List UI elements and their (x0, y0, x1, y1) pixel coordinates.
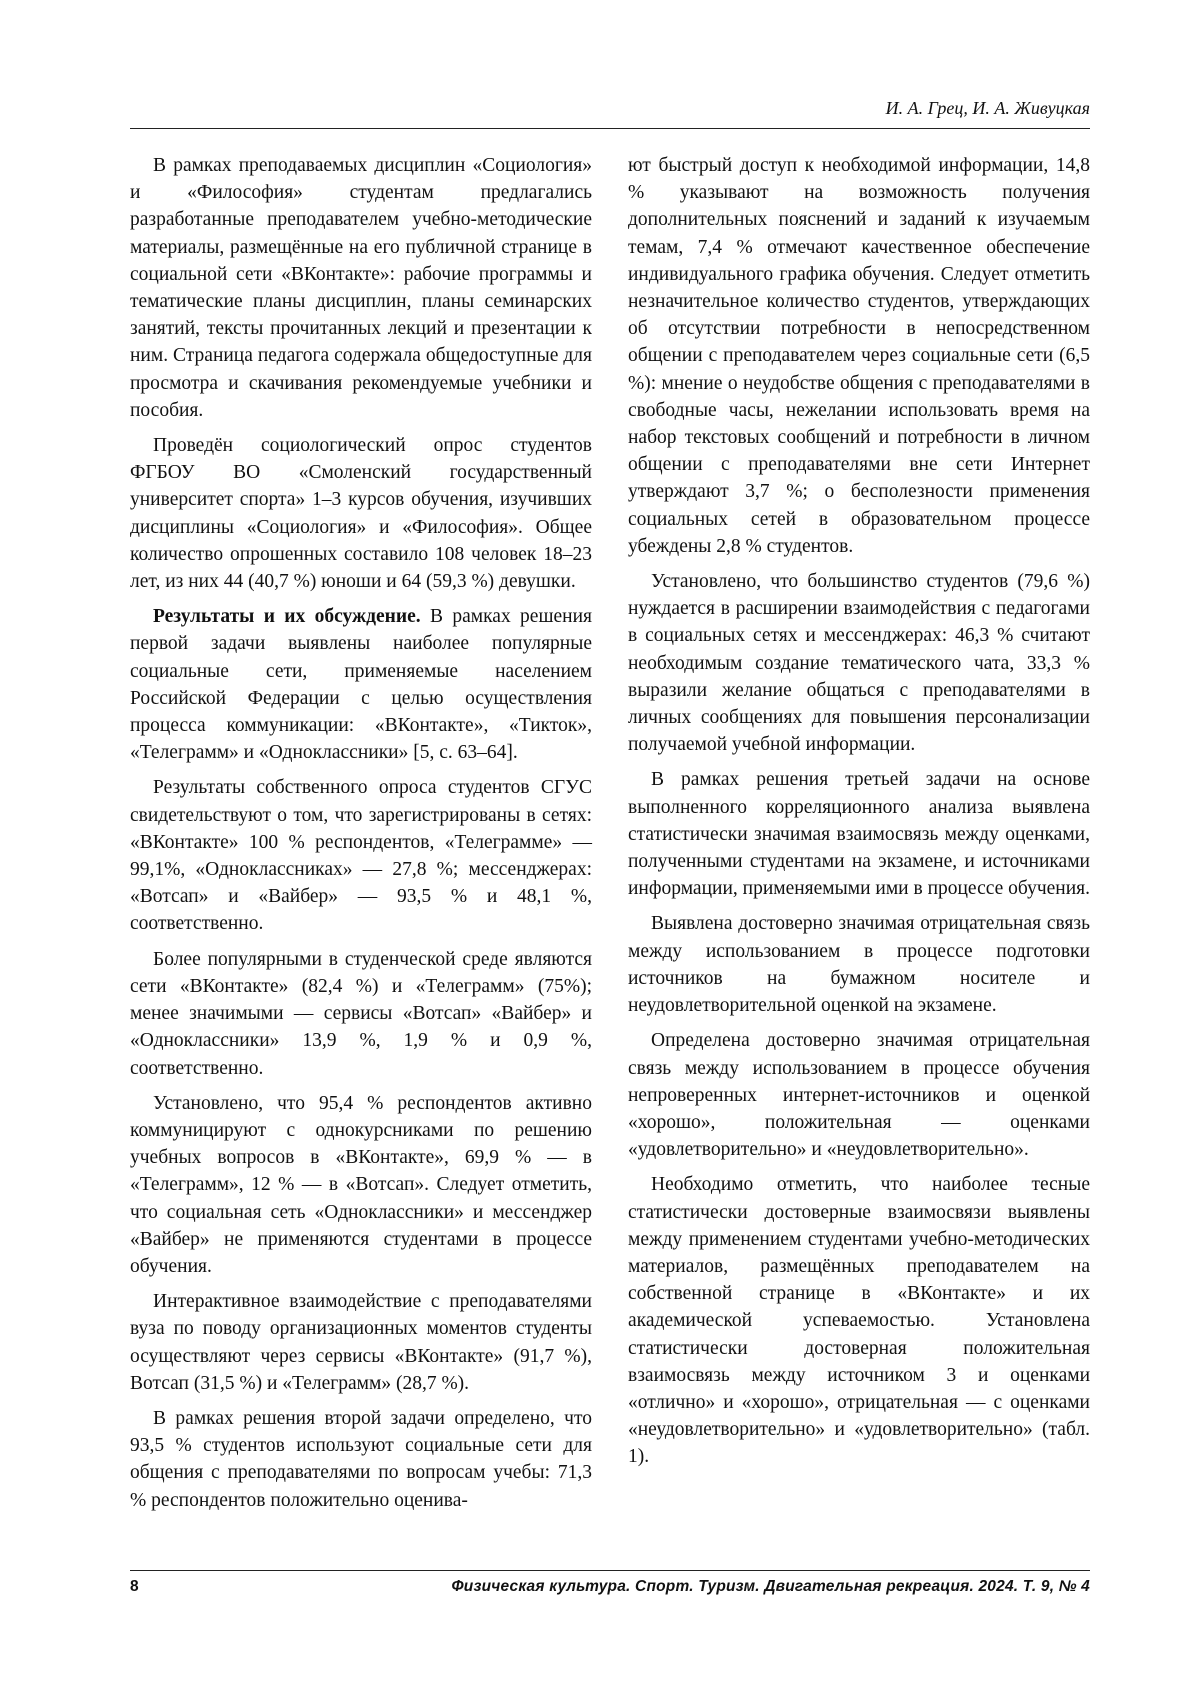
paragraph: Более популярными в студенческой среде являются сети «ВКонтакте» (82,4 %) и «Телеграмм» (75%); менее значимыми — сервисы «Вотсап» «Вайбер» и «Одноклассники» 13,9 %, 1,9 % и 0,9 %, соответственно. (130, 948, 592, 1079)
paragraph (130, 603, 592, 766)
paragraph: В рамках преподаваемых дисциплин «Социология» и «Философия» студентам предлагались разработанные преподавателем учебно-методические материалы, размещённые на его публичной странице в социальной сети «ВКонтакте»: рабочие программы и тематические планы дисциплин, планы семинарских занятий, тексты прочитанных лекций и презентации к ним. Страница педагога содержала общедоступные для просмотра и скачивания рекомендуемые учебники и пособия. (130, 155, 592, 421)
page-number: 8 (130, 1578, 139, 1595)
text-column-right (628, 152, 1090, 1479)
paragraph-text: В рамках решения первой задачи выявлены наиболее популярные социальные сети, применяемые населением Российской Федерации с целью осуществления процесса коммуникации: «ВКонтакте», «Тикток», «Телеграмм» и «Одноклассники» [5, с. 63–64]. (130, 606, 592, 764)
footer-rule (130, 1570, 1090, 1571)
paragraph: Проведён социологический опрос студентов ФГБОУ ВО «Смоленский государственный университет спорта» 1–3 курсов обучения, изучивших дисциплины «Социология» и «Философия». Общее количество опрошенных составило 108 человек 18–23 лет, из них 44 (40,7 %) юноши и 64 (59,3 %) девушки. (130, 435, 592, 593)
paragraph: Результаты собственного опроса студентов СГУС свидетельствуют о том, что зарегистрированы в сетях: «ВКонтакте» 100 % респондентов, «Телеграмме» — 99,1%, «Одноклассниках» — 27,8 %; мессенджерах: «Вотсап» и «Вайбер» — 93,5 % и 48,1 %, соответственно. (130, 777, 592, 935)
text-column-left (130, 152, 592, 1522)
paragraph: Выявлена достоверно значимая отрицательная связь между использованием в процессе подготовки источников на бумажном носителе и неудовлетворительной оценкой на экзамене. (628, 913, 1090, 1017)
running-header-authors: И. А. Грец, И. А. Живуцкая (885, 98, 1090, 118)
page-footer (130, 1578, 1090, 1602)
paragraph: Интерактивное взаимодействие с преподавателями вуза по поводу организационных моментов студенты осуществляют через сервисы «ВКонтакте» (91,7 %), Вотсап (31,5 %) и «Телеграмм» (28,7 %). (130, 1291, 592, 1394)
paragraph: Необходимо отметить, что наиболее тесные статистически достоверные взаимосвязи выявлены между применением студентами учебно-методических материалов, размещённых преподавателем на собственной странице в «ВКонтакте» и их академической успеваемостью. Установлена статистически достоверная положительная взаимосвязь между источником 3 и оценками «отлично» и «хорошо», отрицательная — с оценками «неудовлетворительно» и «удовлетворительно» (табл. 1). (628, 1174, 1090, 1468)
paragraph-continued: ют быстрый доступ к необходимой информации, 14,8 % указывают на возможность получения дополнительных пояснений и заданий к изучаемым темам, 7,4 % отмечают качественное обеспечение индивидуального графика обучения. Следует отметить незначительное количество студентов, утверждающих об отсутствии потребности в непосредственном общении с преподавателем через социальные сети (6,5 %): мнение о неудобстве общения с преподавателями в свободные часы, нежелании использовать время на набор текстовых сообщений и потребности в личном общении с преподавателями вне сети Интернет утверждают 3,7 %; о бесполезности применения социальных сетей в образовательном процессе убеждены 2,8 % студентов. (628, 155, 1090, 557)
paragraph: В рамках решения третьей задачи на основе выполненного корреляционного анализа выявлена статистически значимая взаимосвязь между оценками, полученными студентами на экзамене, и источниками информации, применяемыми ими в процессе обучения. (628, 769, 1091, 900)
header-rule (130, 128, 1090, 129)
paragraph: В рамках решения второй задачи определено, что 93,5 % студентов используют социальные сети для общения с преподавателями по вопросам учебы: 71,3 % респондентов положительно оценива- (130, 1407, 592, 1511)
section-heading-results: Результаты и их обсуждение. (153, 606, 421, 628)
journal-title: Физическая культура. Спорт. Туризм. Двигательная рекреация. 2024. Т. 9, № 4 (451, 1578, 1090, 1595)
paragraph: Определена достоверно значимая отрицательная связь между использованием в процессе обучения непроверенных интернет-источников и оценкой «хорошо», положительная — оценками «удовлетворительно» и «неудовлетворительно». (628, 1030, 1090, 1161)
paragraph: Установлено, что 95,4 % респондентов активно коммуницируют с однокурсниками по решению учебных вопросов в «ВКонтакте», 69,9 % — в «Телеграмм», 12 % — в «Вотсап». Следует отметить, что социальная сеть «Одноклассники» и мессенджер «Вайбер» не применяются студентами в процессе обучения. (130, 1092, 592, 1277)
paragraph: Установлено, что большинство студентов (79,6 %) нуждается в расширении взаимодействия с педагогами в социальных сетях и мессенджерах: 46,3 % считают необходимым создание тематического чата, 33,3 % выразили желание общаться с преподавателями в личных сообщениях для повышения персонализации получаемой учебной информации. (628, 571, 1090, 756)
